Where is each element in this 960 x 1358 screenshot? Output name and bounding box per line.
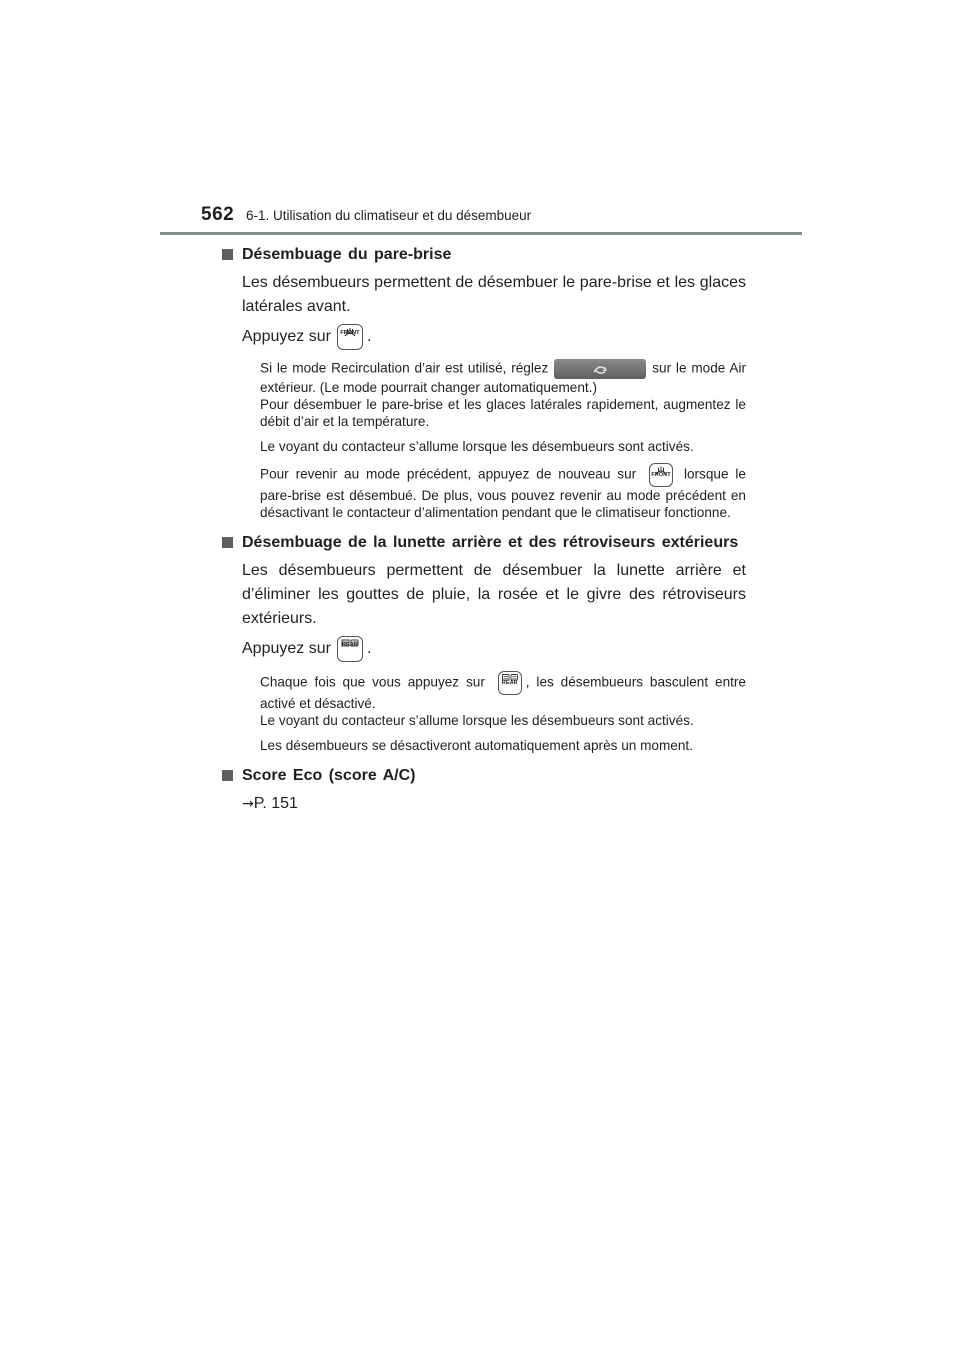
rear-defogger-button[interactable]	[337, 636, 363, 662]
square-bullet-icon	[222, 249, 233, 260]
section-title: Désembuage de la lunette arrière et des rétroviseurs extérieurs	[242, 534, 739, 551]
section-rear-defog	[222, 531, 746, 754]
arrow-right-icon: →	[242, 796, 254, 812]
section-body: Les désembueurs permettent de désembuer le pare-brise et les glaces latérales avant.	[242, 274, 746, 315]
rear-label: REAR	[501, 680, 518, 686]
section-heading	[222, 764, 746, 788]
square-bullet-icon	[222, 537, 233, 548]
note-indicator: Le voyant du contacteur s’allume lorsque les désembueurs sont activés.	[260, 439, 694, 454]
press-instruction: Appuyez sur FRONT .	[242, 323, 746, 351]
rear-label: REAR	[341, 642, 358, 648]
press-instruction: Appuyez sur REAR .	[242, 635, 746, 663]
section-heading	[222, 243, 746, 267]
page-reference	[242, 792, 746, 816]
note-return-mode: Pour revenir au mode précédent, appuyez de nouveau sur FRONT lorsque le pare-brise est désembué. De plus, vous pouvez revenir au mode précédent en désactivant le contacteur d’alimentation pendant que le climatiseur fonctionne.	[260, 463, 746, 521]
page-reference-link[interactable]: P. 151	[253, 795, 298, 812]
section-heading	[222, 531, 746, 555]
note-toggle: Chaque fois que vous appuyez sur REAR , les désembueurs basculent entre activé et désactivé. Le voyant du contacteur s’allume lorsque les désembueurs sont activés.	[260, 671, 746, 729]
section-title: Désembuage du pare-brise	[242, 246, 452, 263]
section-title: Score Eco (score A/C)	[242, 767, 416, 784]
recirculation-button[interactable]	[554, 359, 646, 379]
note-recirculation: Si le mode Recirculation d’air est utilisé, réglez sur le mode Air extérieur. (Le mode pourrait changer automatiquement.) Pour désembuer le pare-brise et les glaces latérales rapidement, augmentez le débit d’air et la température.	[260, 360, 746, 429]
note-auto-off: Les désembueurs se désactiveront automatiquement après un moment.	[260, 738, 693, 753]
front-label: FRONT	[651, 472, 671, 478]
front-defogger-button-inline[interactable]	[649, 463, 673, 487]
front-label: FRONT	[340, 330, 360, 336]
chapter-title: 6-1. Utilisation du climatiseur et du désembueur	[246, 208, 532, 223]
content	[222, 243, 746, 826]
section-eco-score	[222, 764, 746, 816]
rear-defogger-button-inline[interactable]	[498, 671, 522, 695]
page-number: 562	[201, 204, 235, 225]
section-body: Les désembueurs permettent de désembuer la lunette arrière et d’éliminer les gouttes de pluie, la rosée et le givre des rétroviseurs extérieurs.	[242, 562, 746, 627]
front-defogger-button[interactable]	[337, 324, 363, 350]
header-divider	[160, 232, 802, 235]
square-bullet-icon	[222, 770, 233, 781]
section-windshield-defog	[222, 243, 746, 521]
air-recirculation-icon	[591, 361, 609, 377]
